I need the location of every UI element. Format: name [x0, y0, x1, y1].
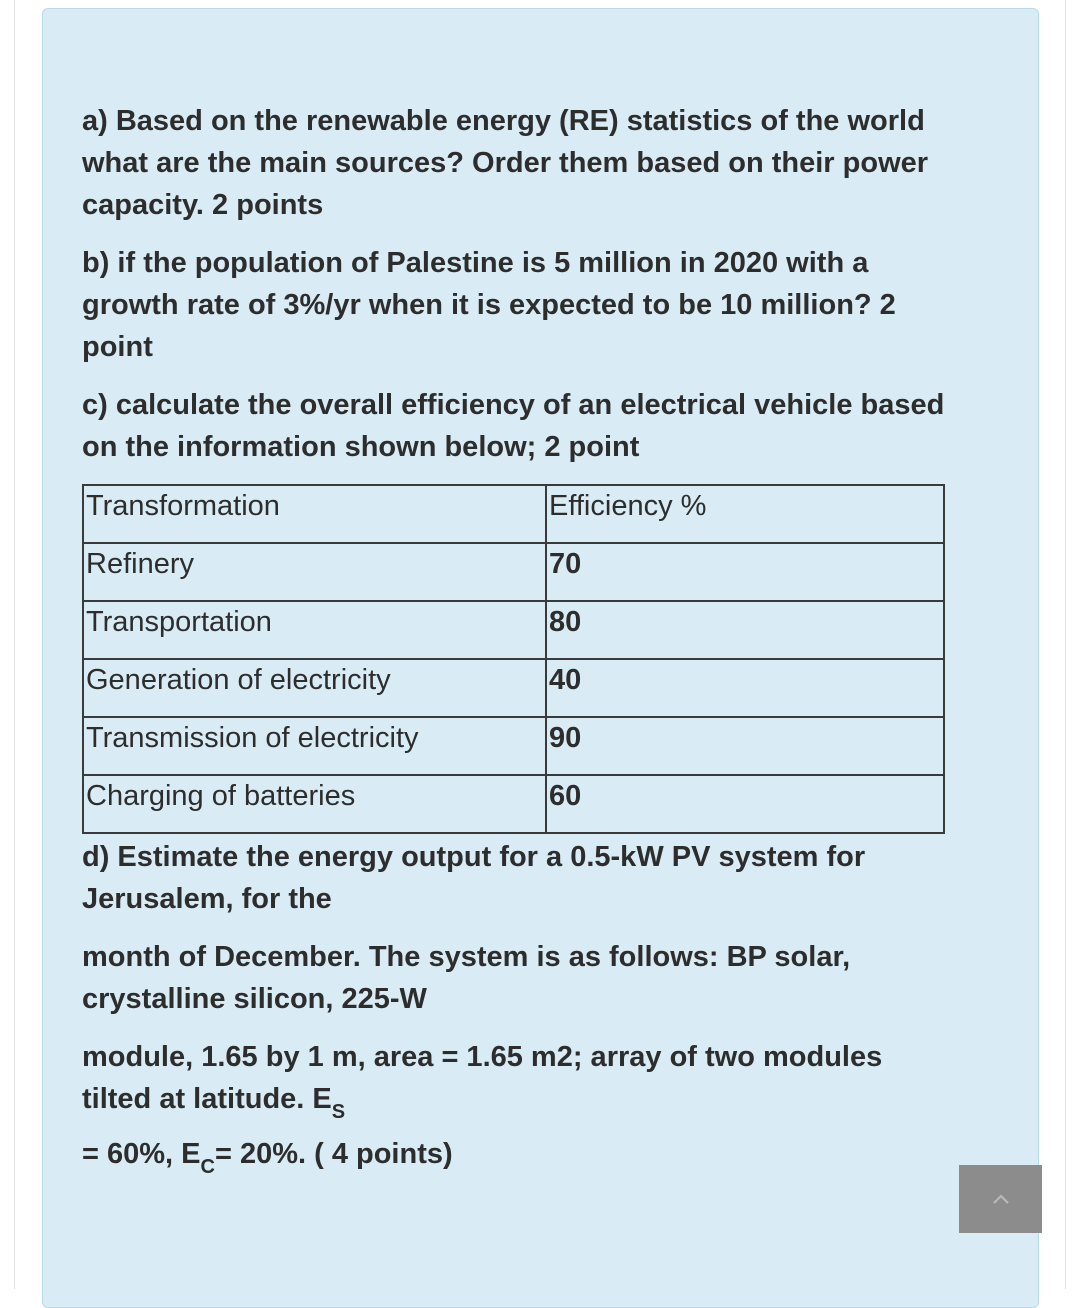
chevron-up-icon — [991, 1192, 1011, 1206]
question-d-line1 — [82, 836, 952, 920]
table-cell-transformation: Transmission of electricity — [83, 717, 546, 775]
table-cell-transformation: Charging of batteries — [83, 775, 546, 833]
table-header-row — [83, 485, 944, 543]
table-cell-transformation: Transportation — [83, 601, 546, 659]
table-cell-efficiency: 80 — [546, 601, 944, 659]
question-d-text-4b: = 20%. ( 4 points) — [214, 1138, 453, 1170]
question-c — [82, 384, 952, 468]
table-header-efficiency: Efficiency % — [546, 485, 944, 543]
question-content — [82, 100, 952, 1194]
table-row — [83, 659, 944, 717]
question-a-points: 2 points — [203, 189, 324, 221]
question-b-part2: million in 2020 with a growth rate of 3%/yr when it is expected to be — [82, 247, 869, 321]
subscript-c: C — [200, 1156, 215, 1178]
table-cell-efficiency: 40 — [546, 659, 944, 717]
table-cell-transformation: Generation of electricity — [83, 659, 546, 717]
table-cell-efficiency: 70 — [546, 543, 944, 601]
scroll-to-top-button[interactable] — [959, 1165, 1042, 1233]
table-cell-efficiency: 60 — [546, 775, 944, 833]
table-cell-efficiency: 90 — [546, 717, 944, 775]
efficiency-table — [82, 484, 945, 834]
question-d-text-4a: = 60%, E — [82, 1138, 201, 1170]
question-d-text-1: d) Estimate the energy output for a 0.5-kW PV system for Jerusalem, for the — [82, 841, 866, 915]
table-row — [83, 601, 944, 659]
table-row — [83, 543, 944, 601]
question-c-text: c) calculate the overall efficiency of an electrical vehicle based on the information shown below; 2 point — [82, 389, 945, 463]
table-row — [83, 775, 944, 833]
question-d-line2 — [82, 936, 952, 1020]
question-d-line4 — [82, 1133, 952, 1178]
question-b — [82, 242, 952, 368]
table-row — [83, 717, 944, 775]
question-b-pop2: 10 — [720, 289, 753, 321]
question-b-pop1: 5 — [554, 247, 571, 279]
subscript-s: S — [331, 1101, 346, 1123]
table-header-transformation: Transformation — [83, 485, 546, 543]
question-d-text-3: module, 1.65 by 1 m, area = 1.65 m2; array of two modules tilted at latitude. E — [82, 1041, 883, 1115]
question-a — [82, 100, 952, 226]
question-d-line3 — [82, 1036, 952, 1123]
question-a-text: a) Based on the renewable energy (RE) statistics of the world what are the main sources? Order them based on their power capacity. — [82, 105, 929, 221]
question-d-text-2: month of December. The system is as follows: BP solar, crystalline silicon, 225-W — [82, 941, 851, 1015]
question-b-part1: b) if the population of Palestine is — [82, 247, 555, 279]
table-cell-transformation: Refinery — [83, 543, 546, 601]
question-b-part3: million? 2 point — [82, 289, 896, 363]
